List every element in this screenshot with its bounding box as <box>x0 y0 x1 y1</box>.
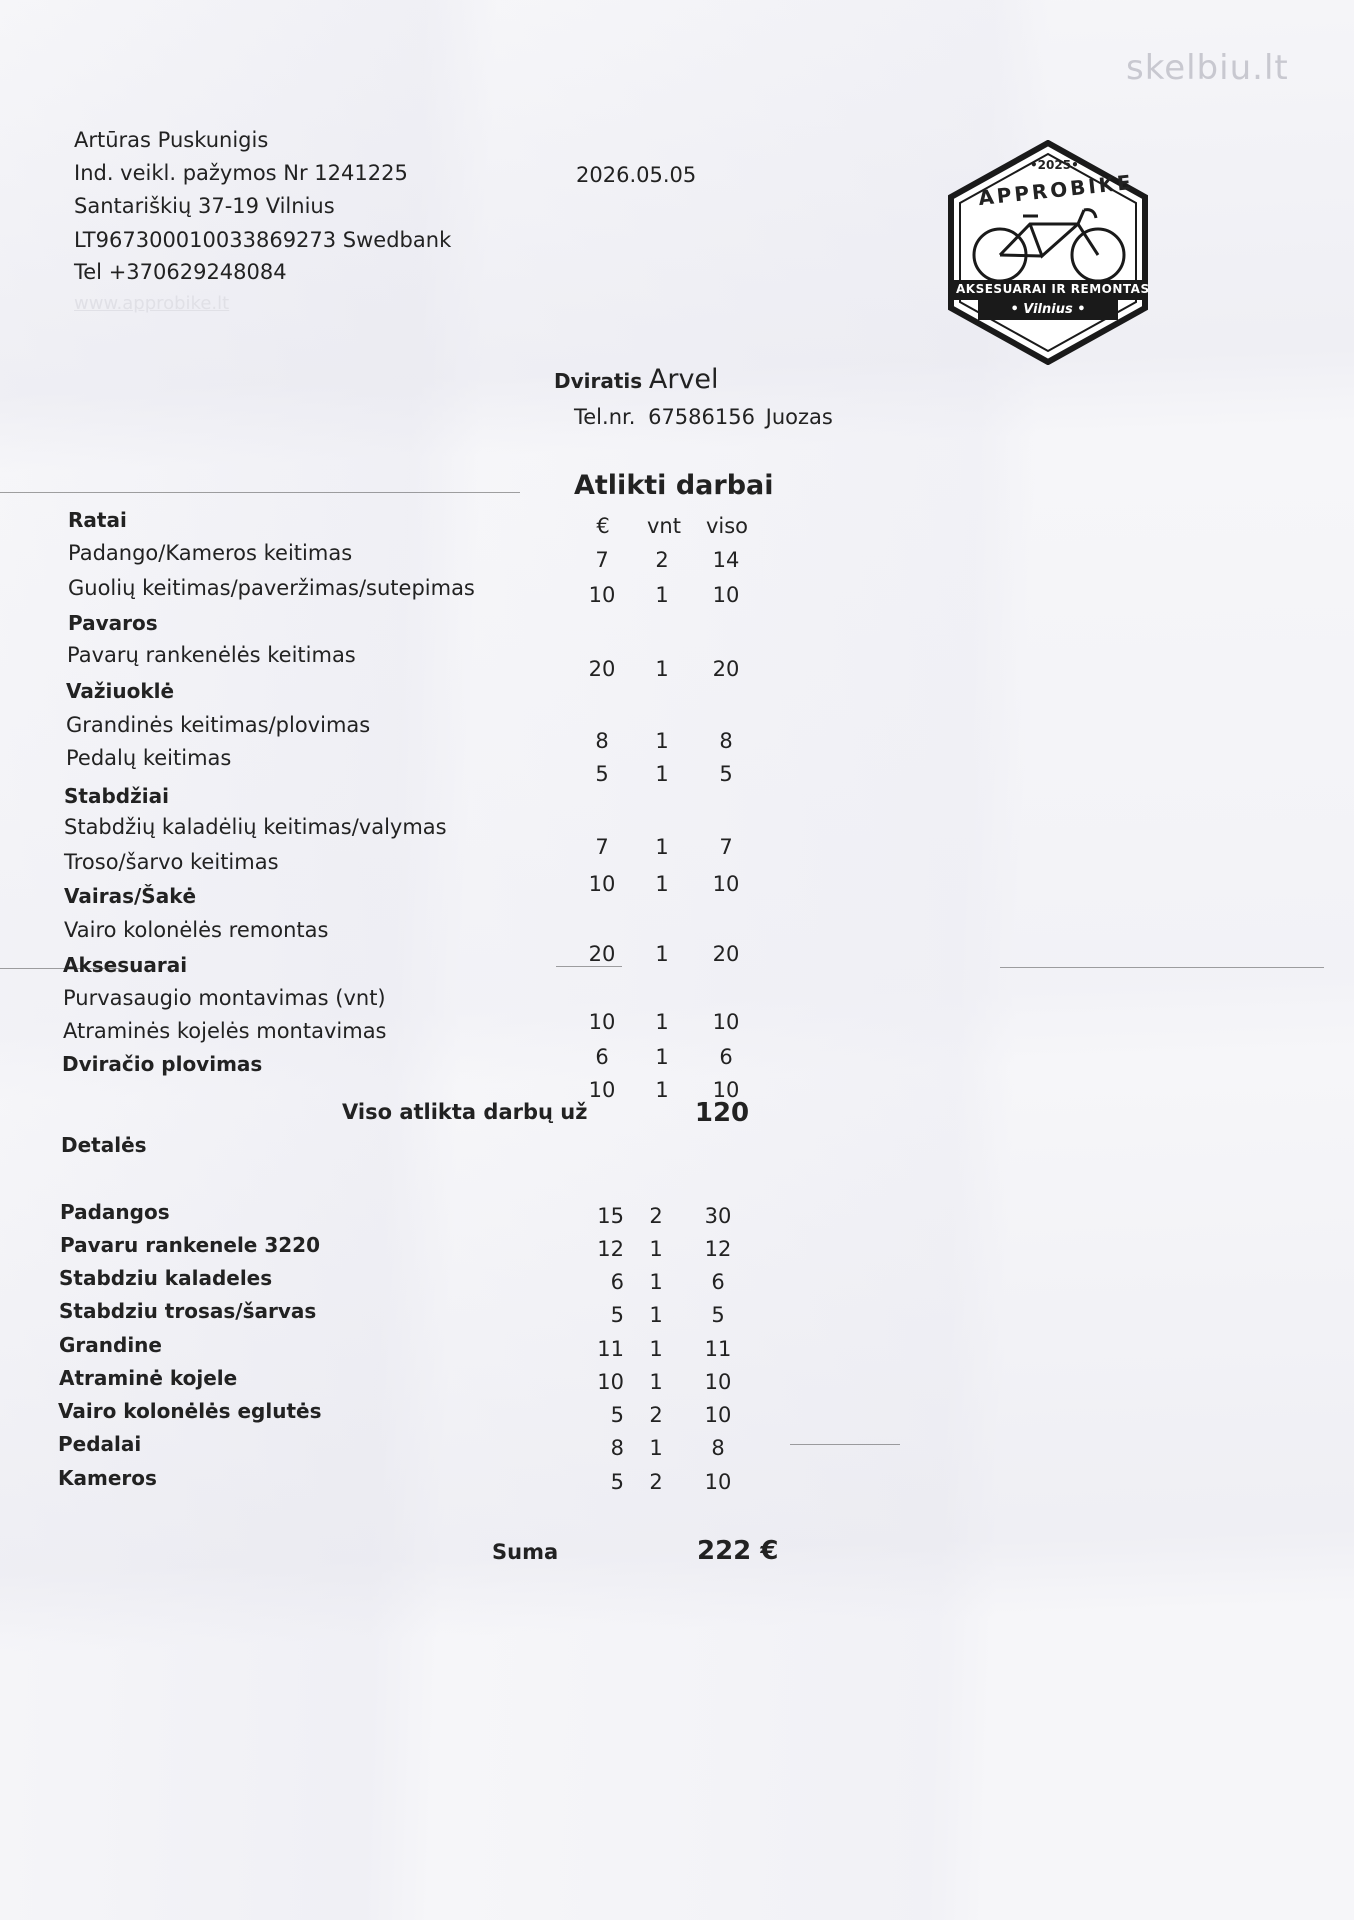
work-item-total: 14 <box>712 548 740 572</box>
fold-line <box>556 966 622 967</box>
part-item-qty: 1 <box>649 1436 663 1460</box>
work-item-total: 10 <box>712 1078 740 1102</box>
work-item-total: 10 <box>712 583 740 607</box>
work-item-price: 20 <box>588 942 616 966</box>
work-item-label: Pedalų keitimas <box>66 746 232 770</box>
part-item-label: Padangos <box>60 1200 170 1224</box>
work-item-price: 10 <box>588 872 616 896</box>
part-item-qty: 1 <box>649 1237 663 1261</box>
work-item-price: 20 <box>588 657 616 681</box>
logo-city: • Vilnius • <box>1010 302 1086 317</box>
work-item-qty: 1 <box>655 1045 669 1069</box>
work-item-qty: 1 <box>655 1078 669 1102</box>
part-item-total: 10 <box>704 1403 732 1427</box>
category-label: Važiuoklė <box>66 679 175 703</box>
work-item-label: Padango/Kameros keitimas <box>68 541 353 565</box>
part-item-price: 5 <box>610 1303 624 1327</box>
work-item-qty: 1 <box>655 872 669 896</box>
work-item-total: 20 <box>712 657 740 681</box>
part-item-total: 8 <box>711 1436 725 1460</box>
work-item-label: Dviračio plovimas <box>62 1052 263 1076</box>
work-item-price: 7 <box>595 835 609 859</box>
work-item-total: 7 <box>719 835 733 859</box>
work-item-total: 8 <box>719 729 733 753</box>
part-item-price: 12 <box>597 1237 624 1261</box>
work-item-total: 20 <box>712 942 740 966</box>
part-item-total: 6 <box>711 1270 725 1294</box>
logo-tagline: AKSESUARAI IR REMONTAS <box>956 282 1150 296</box>
works-title: Atlikti darbai <box>574 470 774 501</box>
work-item-qty: 1 <box>655 762 669 786</box>
column-header-total: viso <box>705 514 749 538</box>
vendor-phone: Tel +370629248084 <box>74 260 287 284</box>
part-item-price: 8 <box>610 1436 624 1460</box>
part-item-total: 30 <box>704 1204 732 1228</box>
work-item-label: Atraminės kojelės montavimas <box>63 1019 387 1043</box>
work-item-qty: 1 <box>655 942 669 966</box>
work-item-price: 10 <box>588 1078 616 1102</box>
bike-info <box>554 364 719 395</box>
sum-label: Suma <box>492 1540 559 1564</box>
parts-title: Detalės <box>61 1133 147 1157</box>
column-header-qty: vnt <box>647 514 681 538</box>
work-item-total: 5 <box>719 762 733 786</box>
work-item-qty: 1 <box>655 657 669 681</box>
work-item-label: Troso/šarvo keitimas <box>64 850 279 874</box>
work-item-qty: 2 <box>655 548 669 572</box>
part-item-label: Stabdziu kaladeles <box>59 1266 273 1290</box>
category-label: Aksesuarai <box>63 953 188 977</box>
part-item-label: Pavaru rankenele 3220 <box>60 1233 320 1257</box>
column-header-price: € <box>596 514 610 538</box>
customer-name: Juozas <box>765 405 833 429</box>
work-item-label: Pavarų rankenėlės keitimas <box>67 643 356 667</box>
fold-line <box>1000 967 1324 968</box>
part-item-price: 5 <box>610 1470 624 1494</box>
part-item-total: 11 <box>704 1337 732 1361</box>
invoice-date: 2026.05.05 <box>576 163 697 187</box>
vendor-license: Ind. veikl. pažymos Nr 1241225 <box>74 161 408 185</box>
part-item-price: 11 <box>597 1337 624 1361</box>
work-item-label: Grandinės keitimas/plovimas <box>66 713 371 737</box>
work-item-qty: 1 <box>655 729 669 753</box>
category-label: Vairas/Šakė <box>64 884 197 908</box>
work-item-qty: 1 <box>655 1010 669 1034</box>
logo-brand: APPROBIKE <box>977 169 1135 211</box>
part-item-label: Atraminė kojele <box>59 1366 238 1390</box>
customer-phone-label: Tel.nr. <box>574 405 636 429</box>
part-item-qty: 1 <box>649 1370 663 1394</box>
work-item-price: 6 <box>595 1045 609 1069</box>
part-item-total: 10 <box>704 1470 732 1494</box>
work-item-label: Purvasaugio montavimas (vnt) <box>63 986 386 1010</box>
bike-name: Arvel <box>648 364 719 395</box>
part-item-label: Kameros <box>58 1466 157 1490</box>
part-item-total: 10 <box>704 1370 732 1394</box>
part-item-price: 10 <box>597 1370 624 1394</box>
part-item-qty: 2 <box>649 1204 663 1228</box>
vendor-bank: LT967300010033869273 Swedbank <box>74 228 452 252</box>
category-label: Stabdžiai <box>64 784 169 808</box>
customer-phone: 67586156 <box>648 405 755 429</box>
works-total-label: Viso atlikta darbų už <box>342 1100 588 1124</box>
part-item-label: Grandine <box>59 1333 162 1357</box>
part-item-qty: 2 <box>649 1403 663 1427</box>
part-item-qty: 1 <box>649 1303 663 1327</box>
part-item-qty: 2 <box>649 1470 663 1494</box>
work-item-price: 5 <box>595 762 609 786</box>
category-label: Pavaros <box>68 611 158 635</box>
logo-year: •2025• <box>1030 158 1079 172</box>
fold-line <box>790 1444 900 1445</box>
part-item-qty: 1 <box>649 1337 663 1361</box>
works-total-value: 120 <box>694 1098 750 1128</box>
watermark: skelbiu.lt <box>1126 48 1289 88</box>
bike-label: Dviratis <box>554 369 643 393</box>
part-item-label: Stabdziu trosas/šarvas <box>59 1299 317 1323</box>
work-item-qty: 1 <box>655 835 669 859</box>
part-item-qty: 1 <box>649 1270 663 1294</box>
work-item-label: Stabdžių kaladėlių keitimas/valymas <box>64 815 447 839</box>
part-item-price: 15 <box>597 1204 624 1228</box>
part-item-total: 12 <box>704 1237 732 1261</box>
work-item-price: 7 <box>595 548 609 572</box>
work-item-label: Guolių keitimas/paveržimas/sutepimas <box>68 576 475 600</box>
part-item-label: Pedalai <box>58 1432 142 1456</box>
part-item-label: Vairo kolonėlės eglutės <box>58 1399 322 1423</box>
vendor-name: Artūras Puskunigis <box>74 128 269 152</box>
category-label: Ratai <box>68 508 127 532</box>
work-item-label: Vairo kolonėlės remontas <box>64 918 329 942</box>
work-item-qty: 1 <box>655 583 669 607</box>
customer-info <box>574 405 833 429</box>
work-item-price: 8 <box>595 729 609 753</box>
vendor-website: www.approbike.lt <box>74 293 230 314</box>
part-item-total: 5 <box>711 1303 725 1327</box>
work-item-price: 10 <box>588 583 616 607</box>
work-item-price: 10 <box>588 1010 616 1034</box>
part-item-price: 6 <box>610 1270 624 1294</box>
sum-value: 222 € <box>697 1536 779 1566</box>
work-item-total: 6 <box>719 1045 733 1069</box>
fold-line <box>0 492 520 493</box>
approbike-logo <box>938 140 1158 365</box>
work-item-total: 10 <box>712 872 740 896</box>
vendor-address: Santariškių 37-19 Vilnius <box>74 194 335 218</box>
work-item-total: 10 <box>712 1010 740 1034</box>
part-item-price: 5 <box>610 1403 624 1427</box>
